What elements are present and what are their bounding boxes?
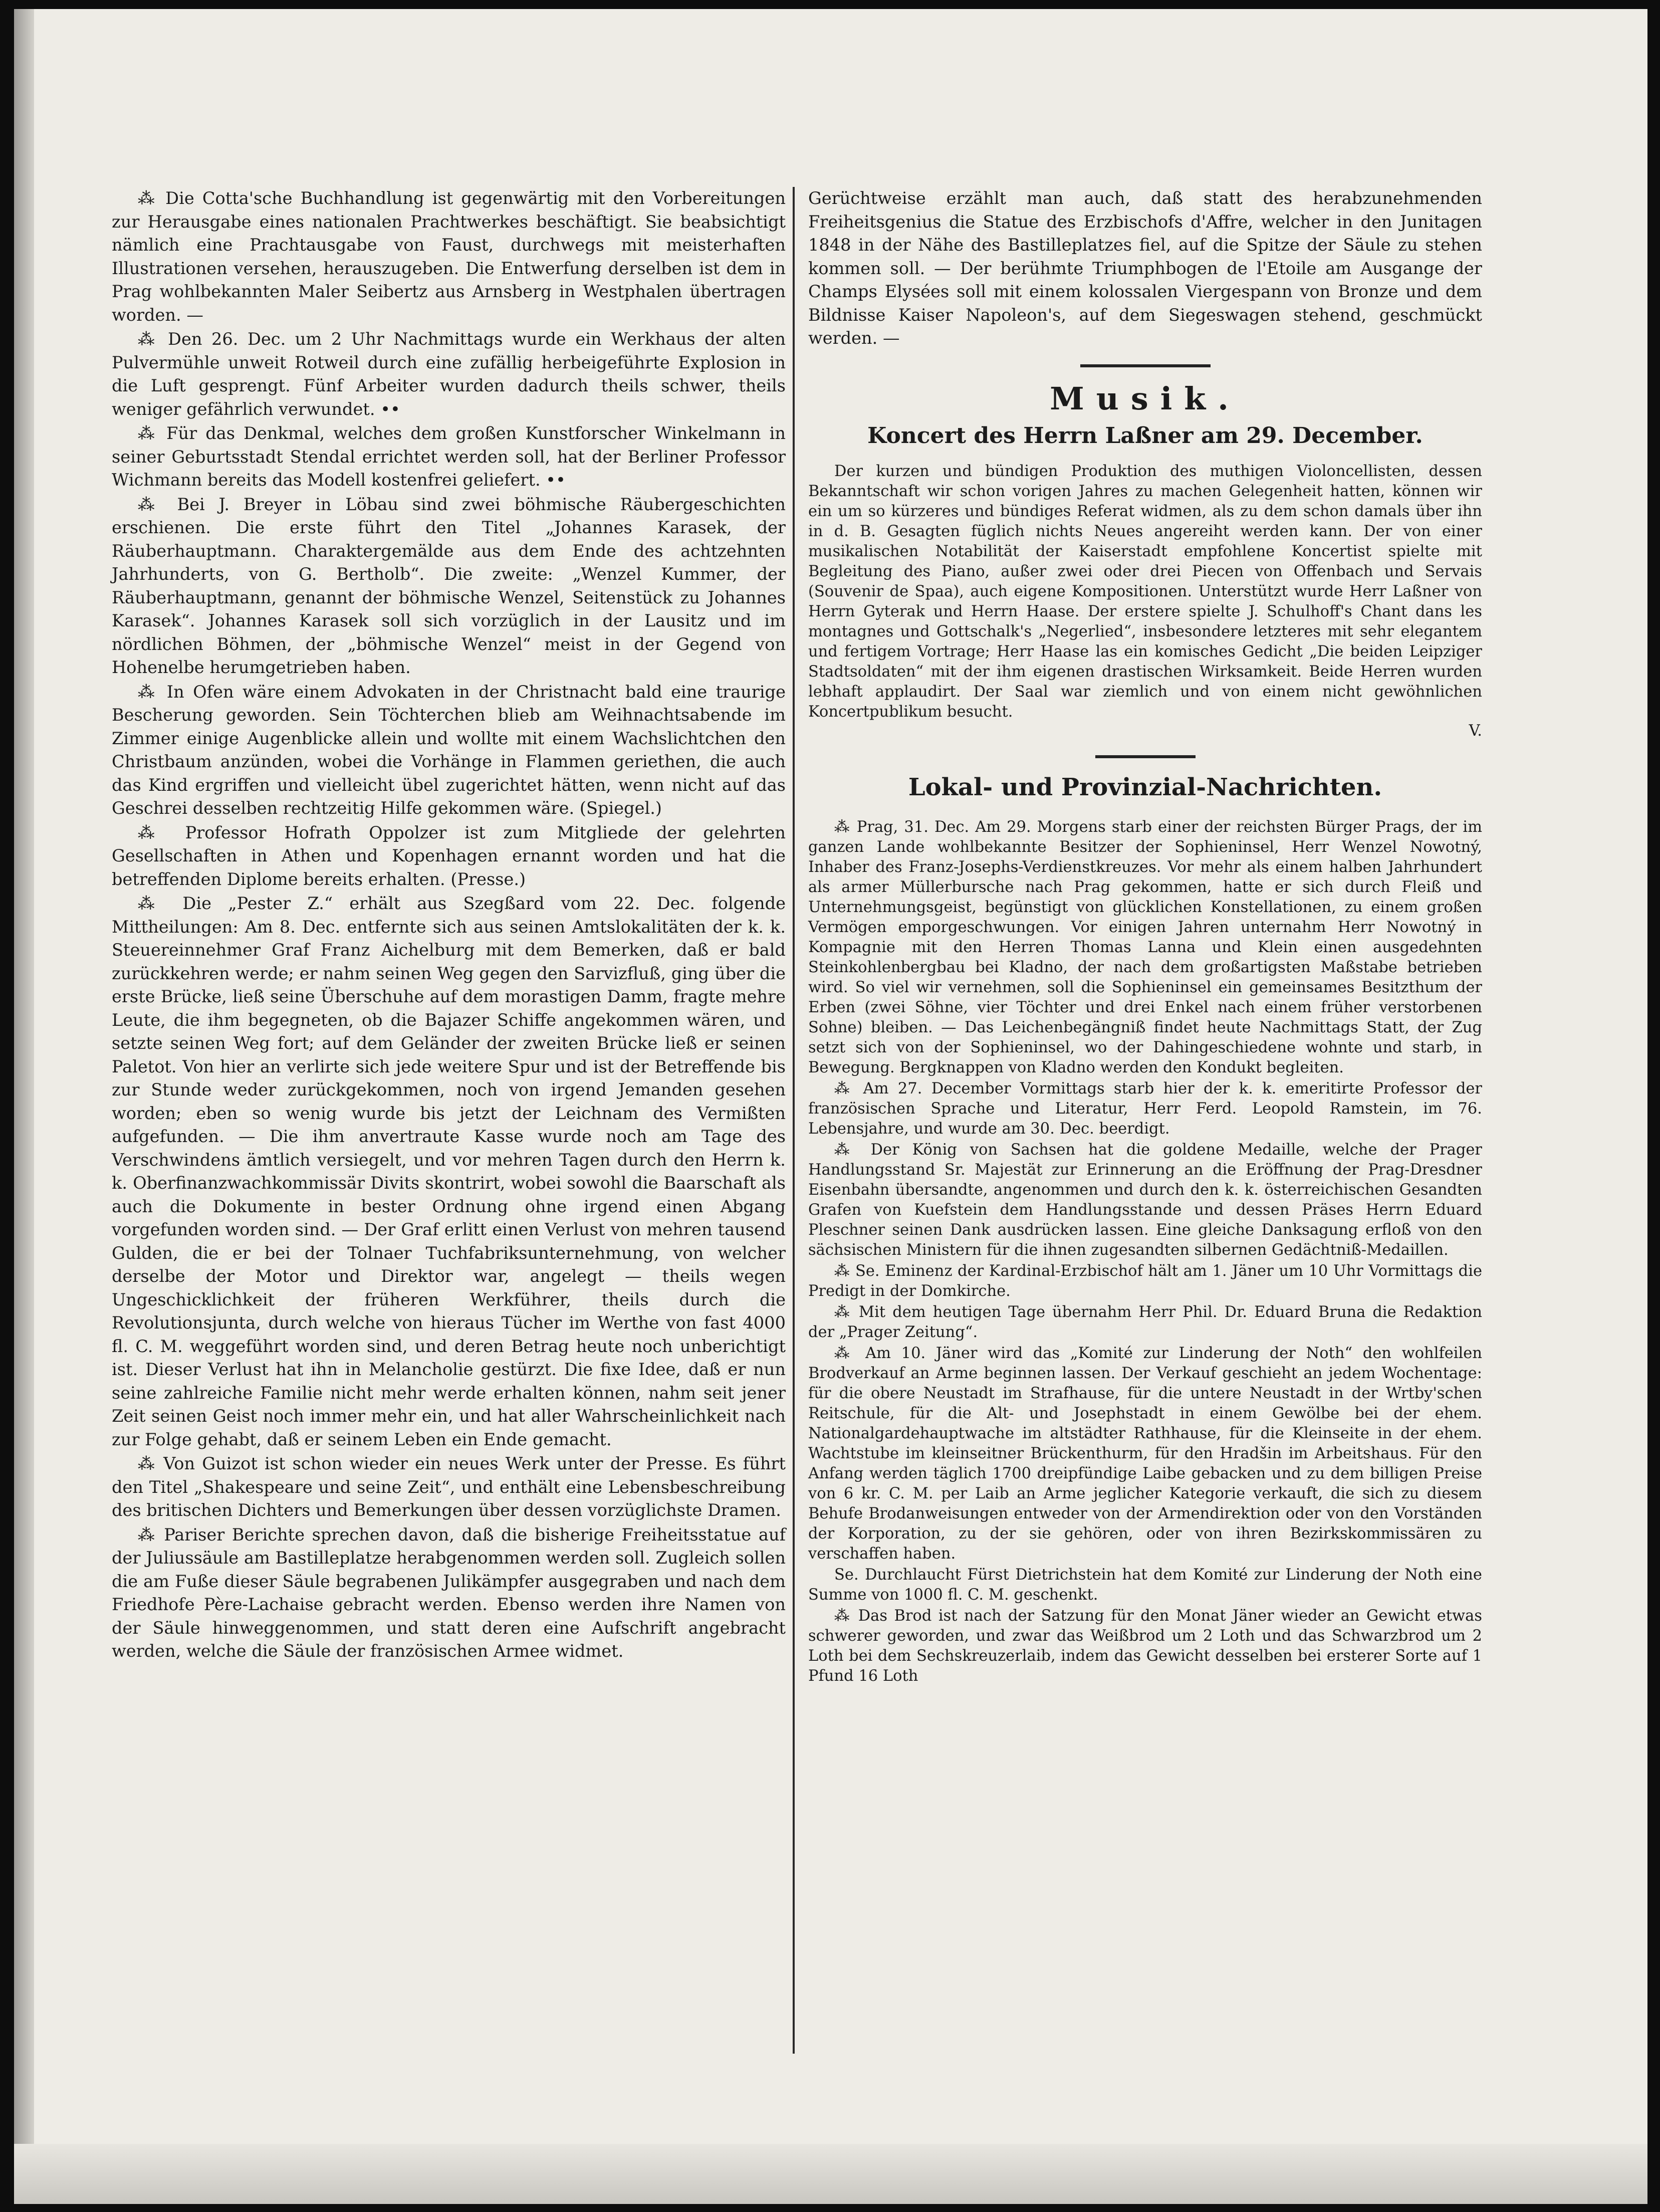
article-guizot-shakespeare: ⁂ Von Guizot ist schon wieder ein neues Werk unter der Presse. Es führt den Titel „Shakespeare und seine Zeit“, und enthält eine Lebensbeschreibung des britischen Dichters und Bemerkungen über dessen vorzüglichste Dramen. <box>112 1454 786 1520</box>
article-explosion-rotweil: ⁂ Den 26. Dec. um 2 Uhr Nachmittags wurde ein Werkhaus der alten Pulvermühle unweit Rotweil durch eine zufällig herbeigeführte Explosion in die Luft gesprengt. Fünf Arbeiter wurden dadurch theils schwer, theils weniger gefährlich verwundet. •• <box>112 329 786 419</box>
article-paris-statue-continued: Gerüchtweise erzählt man auch, daß statt des herabzunehmenden Freiheitsgenius die Statue des Erzbischofs d'Affre, welcher in den Junitagen 1848 in der Nähe des Bastilleplatzes fiel, auf die Spitze der Säule zu stehen kommen soll. — Der berühmte Triumphbogen de l'Etoile am Ausgange der Champs Elysées soll mit einem kolossalen Viergespann von Bronze und dem Bildnisse Kaiser Napoleon's, auf dem Siegeswagen stehend, geschmückt werden. — <box>808 188 1482 348</box>
newspaper-page <box>14 9 1647 2204</box>
news-bread-sale: ⁂ Am 10. Jäner wird das „Komité zur Linderung der Noth“ den wohlfeilen Brodverkauf an Arme beginnen lassen. Der Verkauf geschieht an jedem Wochentage: für die obere Neustadt im Strafhause, für die untere Neustadt in der Wrtby'schen Reitschule, für die Alt- und Josephstadt in einem Gewölbe bei der ehem. Nationalgardehauptwache im altstädter Rathhause, für die Kleinseite in der ehem. Wachtstube im kleinseitner Brückenthurm, für den Hradšin im Arbeitshaus. Für den Anfang werden täglich 1700 dreipfündige Laibe gebacken und zu dem billigen Preise von 6 kr. C. M. per Laib an Arme jeglicher Kategorie verkauft, die sich zu diesem Behufe Brodanweisungen entweder von der Armendirektion oder von den Vorständen der Korporation, zu der sie gehören, oder von ihren Bezirkskommissären zu verschaffen haben. <box>808 1344 1482 1563</box>
article-cotta-faust: ⁂ Die Cotta'sche Buchhandlung ist gegenwärtig mit den Vorbereitungen zur Herausgabe eines nationalen Prachtwerkes beschäftigt. Sie beabsichtigt nämlich eine Prachtausgabe von Faust, durchwegs mit meisterhaften Illustrationen versehen, herauszugeben. Die Entwerfung derselben ist dem in Prag wohlbekannten Maler Seibertz aus Arnsberg in Westphalen übertragen worden. — <box>112 188 786 325</box>
news-cardinal-sermon: ⁂ Se. Eminenz der Kardinal-Erzbischof hält am 1. Jäner um 10 Uhr Vormittags die Predigt in der Domkirche. <box>808 1262 1482 1300</box>
music-heading: Musik. <box>1050 380 1241 417</box>
page-bottom-shadow <box>14 2144 1647 2204</box>
article-oppolzer: ⁂ Professor Hofrath Oppolzer ist zum Mitgliede der gelehrten Gesellschaften in Athen und Kopenhagen ernannt worden und hat die betreffenden Diplome bereits erhalten. (Presse.) <box>112 822 786 889</box>
news-prager-zeitung-editor: ⁂ Mit dem heutigen Tage übernahm Herr Phil. Dr. Eduard Bruna die Redaktion der „Prager Zeitung“. <box>808 1303 1482 1341</box>
section-rule <box>1095 755 1196 758</box>
article-aichelburg-missing: ⁂ Die „Pester Z.“ erhält aus Szegßard vom 22. Dec. folgende Mittheilungen: Am 8. Dec. entfernte sich aus seinen Amtslokalitäten der k. k. Steuereinnehmer Graf Franz Aichelburg mit dem Bemerken, daß er bald zurückkehren werde; er nahm seinen Weg gegen den Sarvizfluß, ging über die erste Brücke, ließ seine Überschuhe auf dem morastigen Damm, fragte mehre Leute, die ihm begegneten, ob die Bajazer Schiffe angekommen wären, und setzte seinen Weg fort; auf dem Geländer der zweiten Brücke ließ er seinen Paletot. Von hier an verlirte sich jede weitere Spur und ist der Betreffende bis zur Stunde weder zurückgekommen, noch von irgend Jemanden gesehen worden; eben so wenig wurde bis jetzt der Leichnam des Vermißten aufgefunden. — Die ihm anvertraute Kasse wurde noch am Tage des Verschwindens ämtlich versiegelt, und vor mehren Tagen durch den Herrn k. k. Oberfinanzwachkommissär Divits skontrirt, wobei sowohl die Baarschaft als auch die Dokumente in bester Ordnung ohne irgend einen Abgang vorgefunden worden sind. — Der Graf erlitt einen Verlust von mehren tausend Gulden, die er bei der Tolnaer Tuchfabriksunternehmung, von welcher derselbe der Motor und Direktor war, angelegt — theils wegen Ungeschicklichkeit der früheren Werkführer, theils durch die Revolutionsjunta, durch welche von hieraus Tücher im Werthe von fast 4000 fl. C. M. weggeführt worden sind, und deren Betrag heute noch unberichtigt ist. Dieser Verlust hat ihn in Melancholie gestürzt. Die fixe Idee, daß er nun seine zahlreiche Familie nicht mehr werde erhalten können, nahm seit jener Zeit seinen Geist noch immer mehr ein, und hat aller Wahrscheinlichkeit nach zur Folge gehabt, daß er seinem Leben ein Ende gemacht. <box>112 894 786 1449</box>
section-rule <box>1080 364 1211 367</box>
right-column <box>808 187 1482 1687</box>
article-winkelmann-monument: ⁂ Für das Denkmal, welches dem großen Kunstforscher Winkelmann in seiner Geburtsstadt Stendal errichtet werden soll, hat der Berliner Professor Wichmann bereits das Modell kostenfrei geliefert. •• <box>112 423 786 490</box>
news-bread-weight: ⁂ Das Brod ist nach der Satzung für den Monat Jäner wieder an Gewicht etwas schwerer geworden, und zwar das Weißbrod um 2 Loth und das Schwarzbrod um 2 Loth bei dem Sechskreuzerlaib, indem das Gewicht desselben bei ersterer Sorte auf 1 Pfund 16 Loth <box>808 1607 1482 1685</box>
article-paris-statue: ⁂ Pariser Berichte sprechen davon, daß die bisherige Freiheitsstatue auf der Juliussäule am Bastilleplatze herabgenommen werden soll. Zugleich sollen die am Fuße dieser Säule begrabenen Julikämpfer ausgegraben und nach dem Friedhofe Père-Lachaise gebracht werden. Ebenso werden ihre Namen von der Säule hinweggenommen, und statt deren eine Aufschrift angebracht werden, welche die Säule der französischen Armee widmet. <box>112 1524 786 1661</box>
music-subheading: Koncert des Herrn Laßner am 29. December. <box>867 422 1423 449</box>
news-ramstein-death: ⁂ Am 27. December Vormittags starb hier der k. k. emeritirte Professor der französischen Sprache und Literatur, Herr Ferd. Leopold Ramstein, im 76. Lebensjahre, und wurde am 30. Dec. beerdigt. <box>808 1079 1482 1138</box>
article-robber-stories: ⁂ Bei J. Breyer in Löbau sind zwei böhmische Räubergeschichten erschienen. Die erste führt den Titel „Johannes Karasek, der Räuberhauptmann. Charaktergemälde aus dem Ende des achtzehnten Jahrhunderts, von G. Bertholb“. Die zweite: „Wenzel Kummer, der Räuberhauptmann, genannt der böhmische Wenzel, Seitenstück zu Johannes Karasek“. Johannes Karasek soll sich vorzüglich in der Lausitz und im nördlichen Böhmen, der „böhmische Wenzel“ meist in der Gegend von Hohenelbe herumgetrieben haben. <box>112 494 786 677</box>
news-saxony-medal: ⁂ Der König von Sachsen hat die goldene Medaille, welche der Prager Handlungsstand Sr. Majestät zur Erinnerung an die Eröffnung der Prag-Dresdner Eisenbahn übersandte, angenommen und durch den k. k. österreichischen Gesandten Grafen von Kuefstein dem Handlungsstande und dessen Präses Herrn Eduard Pleschner seinen Dank ausdrücken lassen. Eine gleiche Danksagung erfloß von den sächsischen Ministern für die ihnen zugesandten silbernen Gedächtniß-Medaillen. <box>808 1141 1482 1259</box>
article-ofen-christmas-fire: ⁂ In Ofen wäre einem Advokaten in der Christnacht bald eine traurige Bescherung geworden. Sein Töchterchen blieb am Weihnachtsabende im Zimmer einige Augenblicke allein und wollte mit einem Wachslichtchen den Christbaum anzünden, wobei die Vorhänge in Flammen geriethen, die auch das Kind ergriffen und vielleicht übel zugerichtet hätten, wenn nicht auf das Geschrei desselben rechtzeitig Hilfe gekommen wäre. (Spiegel.) <box>112 682 786 818</box>
page-edge-strip <box>14 9 34 2204</box>
news-nowotny-death: ⁂ Prag, 31. Dec. Am 29. Morgens starb einer der reichsten Bürger Prags, der im ganzen Lande wohlbekannte Besitzer der Sophieninsel, Herr Wenzel Nowotný, Inhaber des Franz-Josephs-Verdienstkreuzes. Vor mehr als einem halben Jahrhundert als armer Müllerbursche nach Prag gekommen, hatte er sich durch Fleiß und Unternehmungsgeist, begünstigt von glücklichen Konstellationen, zu einem großen Vermögen emporgeschwungen. Vor einigen Jahren unternahm Herr Nowotný in Kompagnie mit den Herren Thomas Lanna und Klein einen ausgedehnten Steinkohlenbergbau bei Kladno, der nach dem großartigsten Maßstabe betrieben wird. So viel wir vernehmen, soll die Sophieninsel ein gemeinsames Besitzthum der Erben (zwei Söhne, vier Töchter und drei Enkel nach einem früher verstorbenen Sohne) bleiben. — Das Leichenbegängniß findet heute Nachmittags Statt, der Zug setzt sich von der Sophieninsel, wo der Dahingeschiedene wohnte und starb, in Bewegung. Bergknappen von Kladno werden den Kondukt begleiten. <box>808 818 1482 1076</box>
news-dietrichstein-donation: Se. Durchlaucht Fürst Dietrichstein hat dem Komité zur Linderung der Noth eine Summe von 1000 fl. C. M. geschenkt. <box>808 1566 1482 1604</box>
music-signature: V. <box>1469 722 1482 740</box>
column-divider <box>793 187 795 2054</box>
left-column <box>112 187 786 1664</box>
local-news-heading: Lokal- und Provinzial-Nachrichten. <box>908 773 1382 801</box>
music-review: Der kurzen und bündigen Produktion des muthigen Violoncellisten, dessen Bekanntschaft wir schon vorigen Jahres zu machen Gelegenheit hatten, können wir ein um so kürzeres und bündiges Referat widmen, als zu dem schon damals über ihn in d. B. Gesagten füglich nichts Neues angereiht werden kann. Der von einer musikalischen Notabilität der Kaiserstadt empfohlene Koncertist spielte mit Begleitung des Piano, außer zwei oder drei Piecen von Offenbach und Servais (Souvenir de Spaa), auch eigene Kompositionen. Unterstützt wurde Herr Laßner von Herrn Gyterak und Herrn Haase. Der erstere spielte J. Schulhoff's Chant dans les montagnes und Gottschalk's „Negerlied“, insbesondere letzteres mit sehr elegantem und fertigem Vortrage; Herr Haase las ein komisches Gedicht „Die beiden Leipziger Stadtsoldaten“ mit der ihm eigenen drastischen Wirksamkeit. Beide Herren wurden lebhaft applaudirt. Der Saal war ziemlich und von einem nicht gewöhnlichen Koncertpublikum besucht. <box>808 462 1482 721</box>
